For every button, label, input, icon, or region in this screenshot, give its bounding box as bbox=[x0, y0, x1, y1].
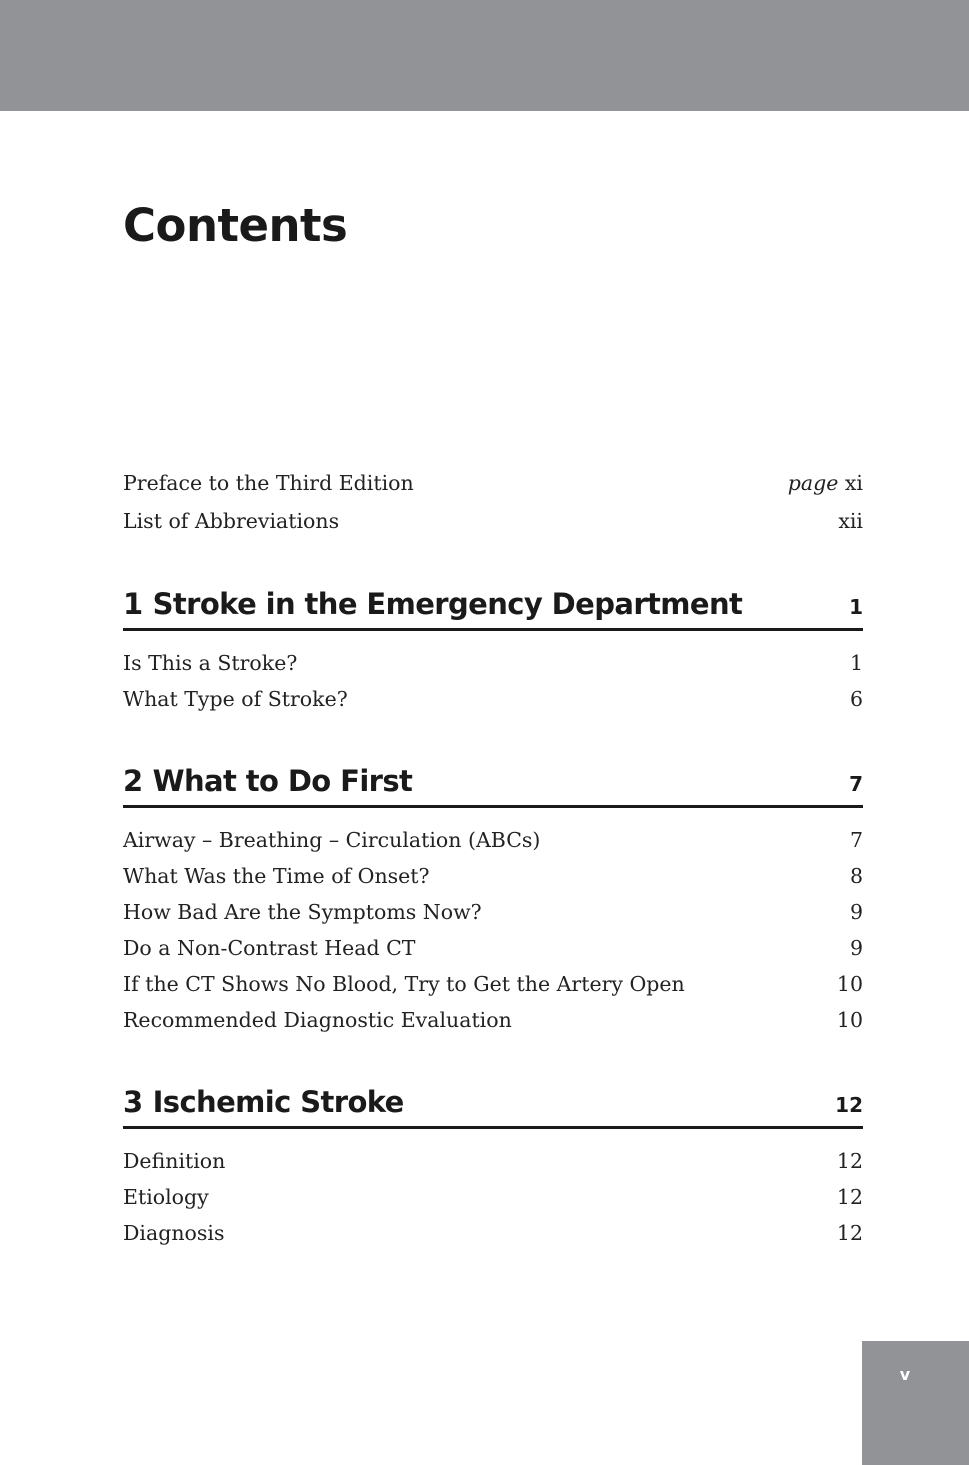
toc-entry-title: How Bad Are the Symptoms Now? bbox=[123, 900, 482, 924]
toc-entry-title: Diagnosis bbox=[123, 1221, 225, 1245]
table-of-contents bbox=[123, 464, 863, 1291]
front-matter-list bbox=[123, 464, 863, 540]
toc-entry-title: Recommended Diagnostic Evaluation bbox=[123, 1008, 512, 1032]
chapter-heading[interactable] bbox=[123, 1078, 863, 1129]
toc-entry[interactable] bbox=[123, 966, 863, 1002]
page-prefix: page bbox=[787, 471, 839, 495]
toc-entry-title: If the CT Shows No Blood, Try to Get the Artery Open bbox=[123, 972, 685, 996]
toc-entry-title: List of Abbreviations bbox=[123, 509, 340, 533]
chapter-number: 3 bbox=[123, 1085, 143, 1119]
chapter-title bbox=[123, 1078, 404, 1126]
chapter-page: 7 bbox=[849, 772, 863, 796]
chapter-title-text: Ischemic Stroke bbox=[152, 1085, 404, 1119]
toc-entry-page: 7 bbox=[849, 828, 863, 852]
chapter-heading[interactable] bbox=[123, 580, 863, 631]
toc-entry-page: 12 bbox=[836, 1221, 863, 1245]
toc-entry-title: What Was the Time of Onset? bbox=[123, 864, 430, 888]
chapter-number: 2 bbox=[123, 764, 143, 798]
toc-entry-page: 10 bbox=[836, 972, 863, 996]
toc-entry-page: 9 bbox=[849, 936, 863, 960]
toc-entry[interactable] bbox=[123, 858, 863, 894]
chapter-page: 1 bbox=[849, 595, 863, 619]
toc-entry[interactable] bbox=[123, 645, 863, 681]
chapter-2 bbox=[123, 757, 863, 1038]
page-folio: v bbox=[899, 1365, 911, 1384]
toc-entry[interactable] bbox=[123, 1002, 863, 1038]
chapter-title bbox=[123, 757, 412, 805]
chapter-page: 12 bbox=[835, 1093, 863, 1117]
chapter-title-text: Stroke in the Emergency Department bbox=[152, 587, 743, 621]
toc-entry-page: 1 bbox=[849, 651, 863, 675]
toc-entry-title: Airway – Breathing – Circulation (ABCs) bbox=[123, 828, 541, 852]
chapter-3 bbox=[123, 1078, 863, 1251]
toc-entry-title: Etiology bbox=[123, 1185, 209, 1209]
chapter-1 bbox=[123, 580, 863, 717]
toc-entry[interactable] bbox=[123, 1143, 863, 1179]
toc-entry[interactable] bbox=[123, 894, 863, 930]
toc-entry-page: xii bbox=[838, 509, 863, 533]
toc-entry-title: What Type of Stroke? bbox=[123, 687, 348, 711]
toc-entry-page: 9 bbox=[849, 900, 863, 924]
toc-entry-page bbox=[788, 464, 863, 502]
page-title: Contents bbox=[123, 199, 348, 252]
toc-entry[interactable] bbox=[123, 822, 863, 858]
toc-entry-title: Preface to the Third Edition bbox=[123, 471, 414, 495]
toc-entry-title: Definition bbox=[123, 1149, 226, 1173]
toc-entry-abbreviations[interactable] bbox=[123, 502, 863, 540]
top-gray-band bbox=[0, 0, 969, 111]
toc-entry-page: 10 bbox=[836, 1008, 863, 1032]
toc-entry-page: 12 bbox=[836, 1149, 863, 1173]
toc-entry[interactable] bbox=[123, 930, 863, 966]
toc-entry-page: 12 bbox=[836, 1185, 863, 1209]
toc-entry[interactable] bbox=[123, 1215, 863, 1251]
page-number: xi bbox=[844, 471, 863, 495]
toc-entry-preface[interactable] bbox=[123, 464, 863, 502]
toc-entry-title: Do a Non-Contrast Head CT bbox=[123, 936, 416, 960]
toc-entry-page: 8 bbox=[849, 864, 863, 888]
toc-entry[interactable] bbox=[123, 681, 863, 717]
toc-entry[interactable] bbox=[123, 1179, 863, 1215]
chapter-title-text: What to Do First bbox=[152, 764, 413, 798]
chapter-heading[interactable] bbox=[123, 757, 863, 808]
toc-entry-title: Is This a Stroke? bbox=[123, 651, 298, 675]
folio-tab bbox=[862, 1341, 969, 1465]
chapter-number: 1 bbox=[123, 587, 143, 621]
chapter-title bbox=[123, 580, 742, 628]
toc-entry-page: 6 bbox=[849, 687, 863, 711]
